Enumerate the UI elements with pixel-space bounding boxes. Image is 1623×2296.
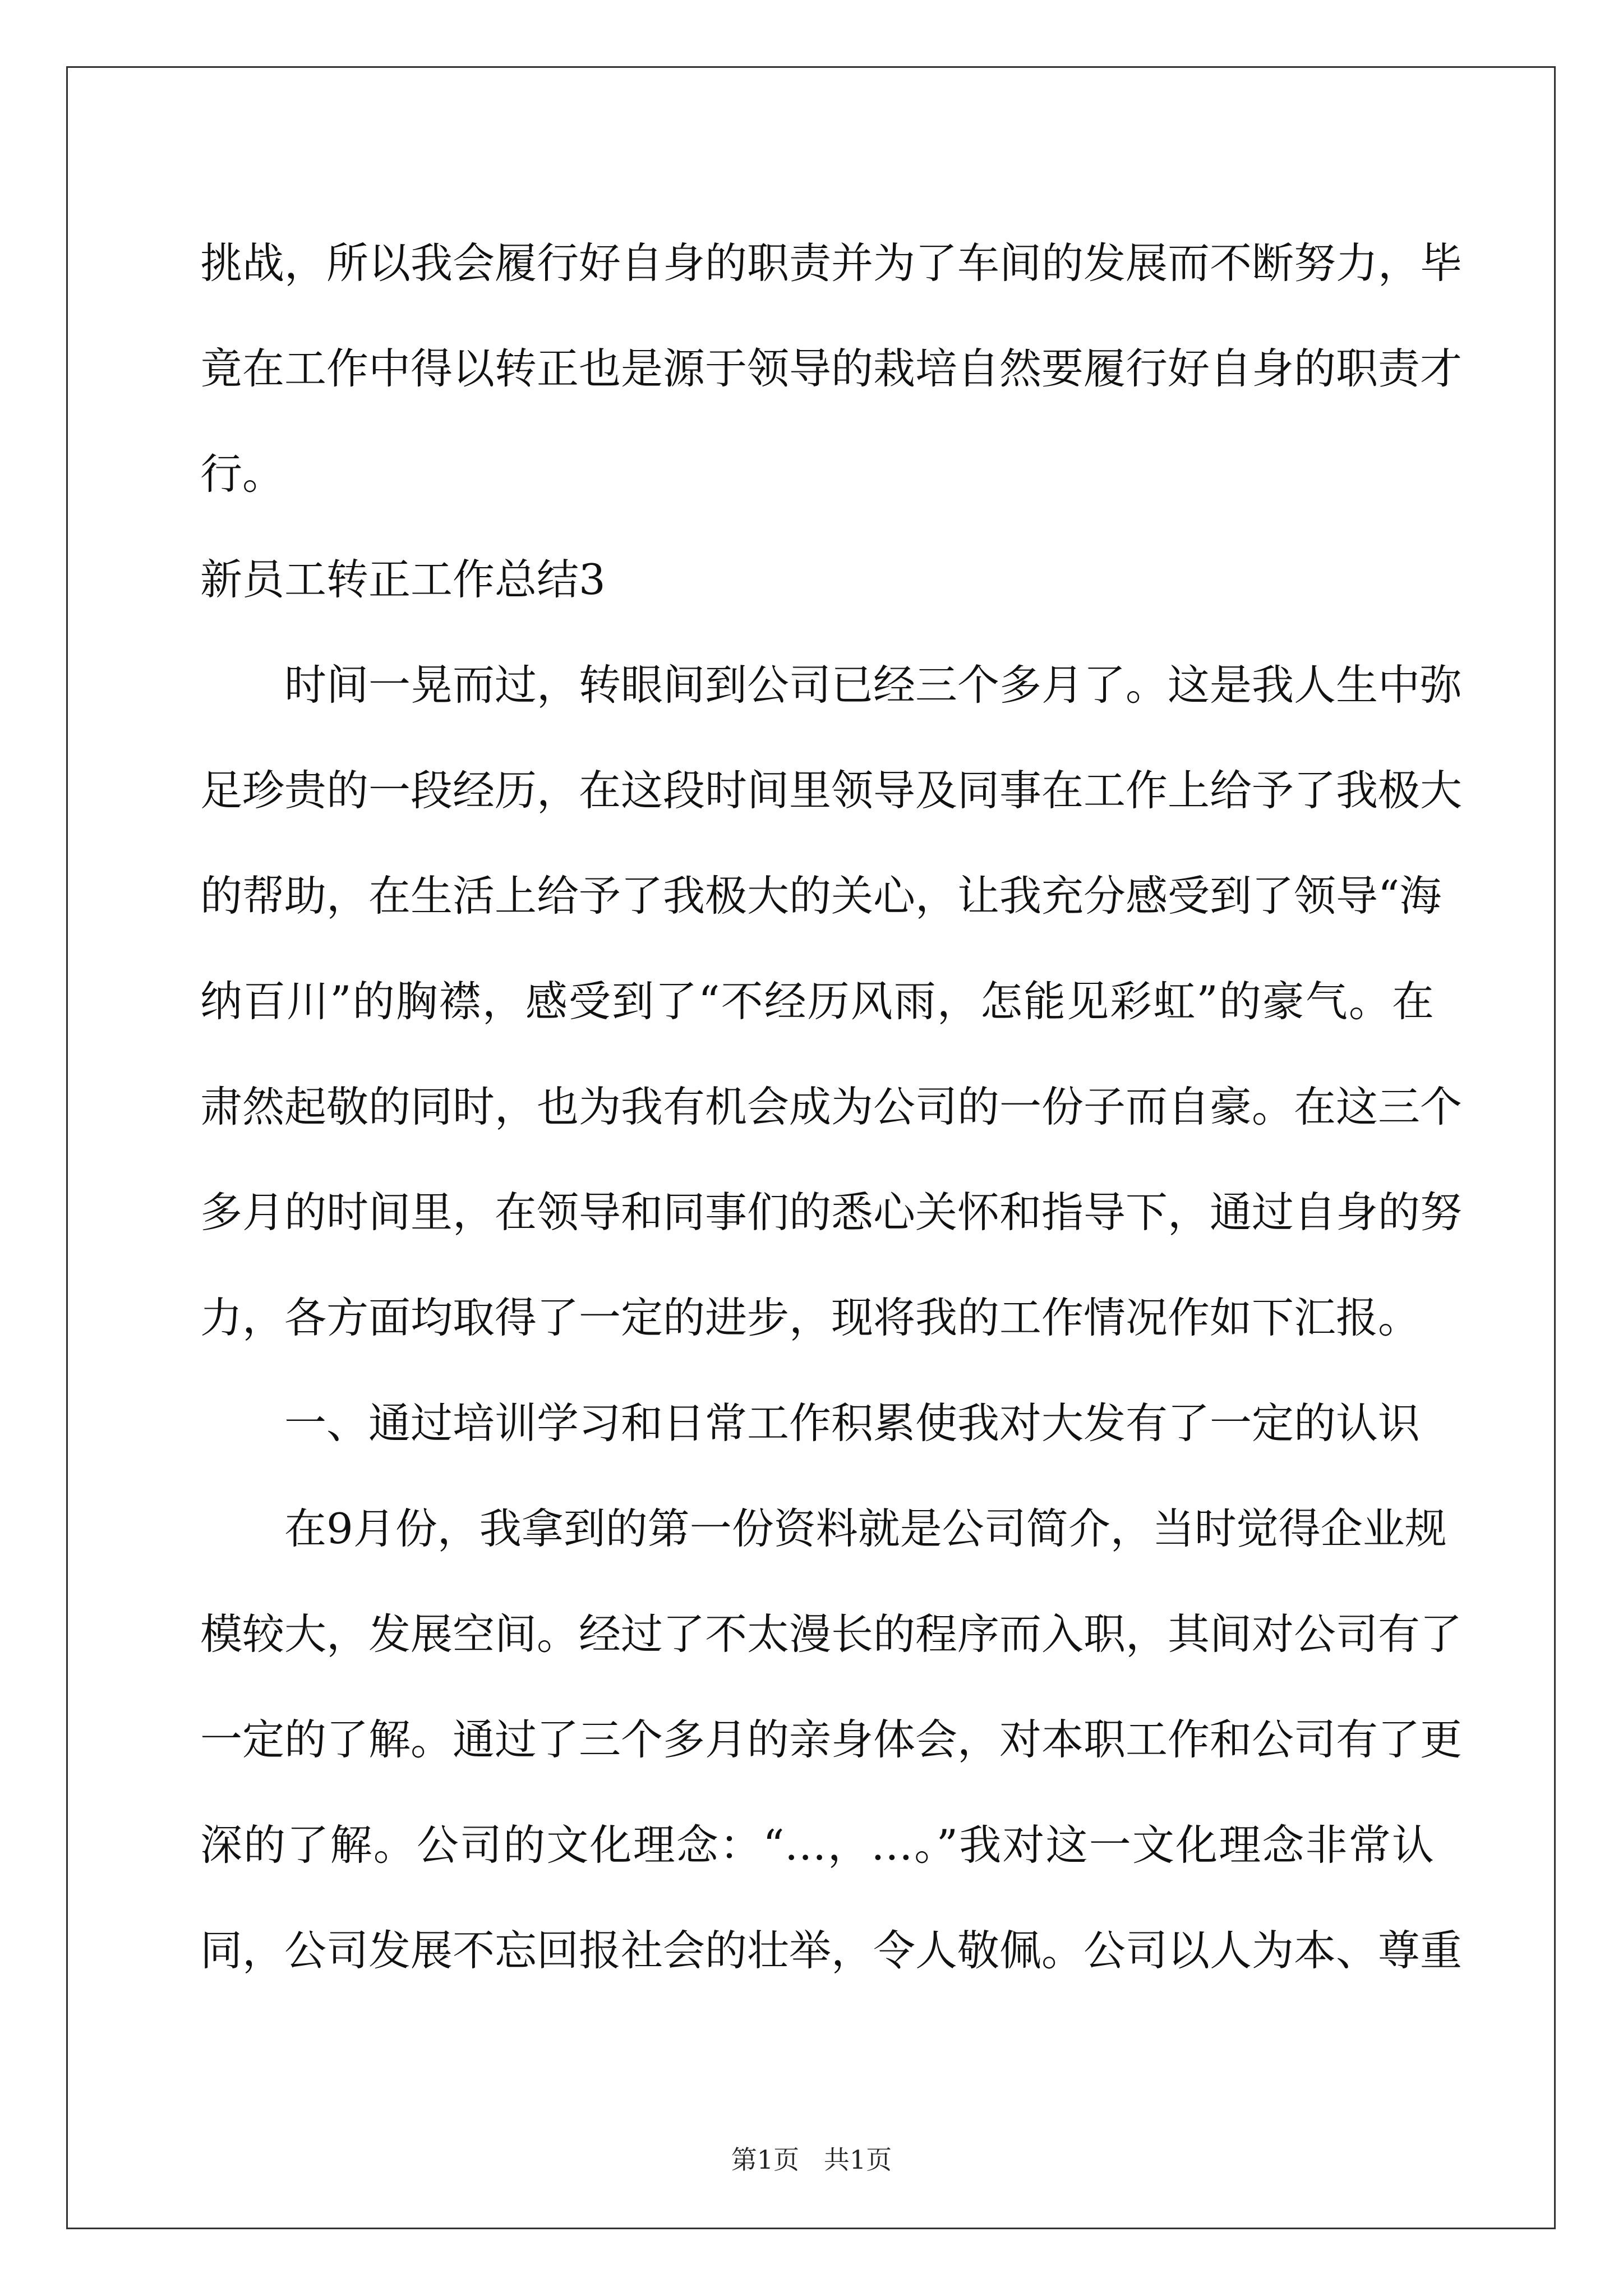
text-line: 行。 — [200, 449, 285, 499]
text-line: 一定的了解。通过了三个多月的亲身体会，对本职工作和公司有了更 — [200, 1715, 1463, 1764]
text-line: 纳百川”的胸襟，感受到了“不经历风雨，怎能见彩虹”的豪气。在 — [200, 977, 1434, 1026]
text-line: 多月的时间里，在领导和同事们的悉心关怀和指导下，通过自身的努 — [200, 1188, 1463, 1237]
text-line: 足珍贵的一段经历，在这段时间里领导及同事在工作上给予了我极大 — [200, 766, 1463, 815]
document-body — [200, 210, 1463, 2003]
text-line: 挑战，所以我会履行好自身的职责并为了车间的发展而不断努力，毕 — [200, 238, 1463, 288]
text-line: 模较大，发展空间。经过了不太漫长的程序而入职，其间对公司有了 — [200, 1609, 1463, 1659]
section-heading: 新员工转正工作总结3 — [200, 555, 606, 604]
text-line: 同，公司发展不忘回报社会的壮举，令人敬佩。公司以人为本、尊重 — [200, 1926, 1463, 1975]
text-line: 的帮助，在生活上给予了我极大的关心，让我充分感受到了领导“海 — [200, 871, 1442, 921]
text-line: 深的了解。公司的文化理念：“…，…。”我对这一文化理念非常认 — [200, 1820, 1434, 1870]
text-line: 肃然起敬的同时，也为我有机会成为公司的一份子而自豪。在这三个 — [200, 1082, 1463, 1131]
page-footer: 第1页 共1页 — [731, 2145, 892, 2175]
text-line: 在9月份，我拿到的第一份资料就是公司简介，当时觉得企业规 — [284, 1504, 1447, 1553]
text-line: 竟在工作中得以转正也是源于领导的栽培自然要履行好自身的职责才 — [200, 344, 1463, 393]
subsection-heading: 一、通过培训学习和日常工作积累使我对大发有了一定的认识 — [284, 1398, 1421, 1448]
text-line: 时间一晃而过，转眼间到公司已经三个多月了。这是我人生中弥 — [284, 660, 1463, 710]
text-line: 力，各方面均取得了一定的进步，现将我的工作情况作如下汇报。 — [200, 1293, 1421, 1342]
